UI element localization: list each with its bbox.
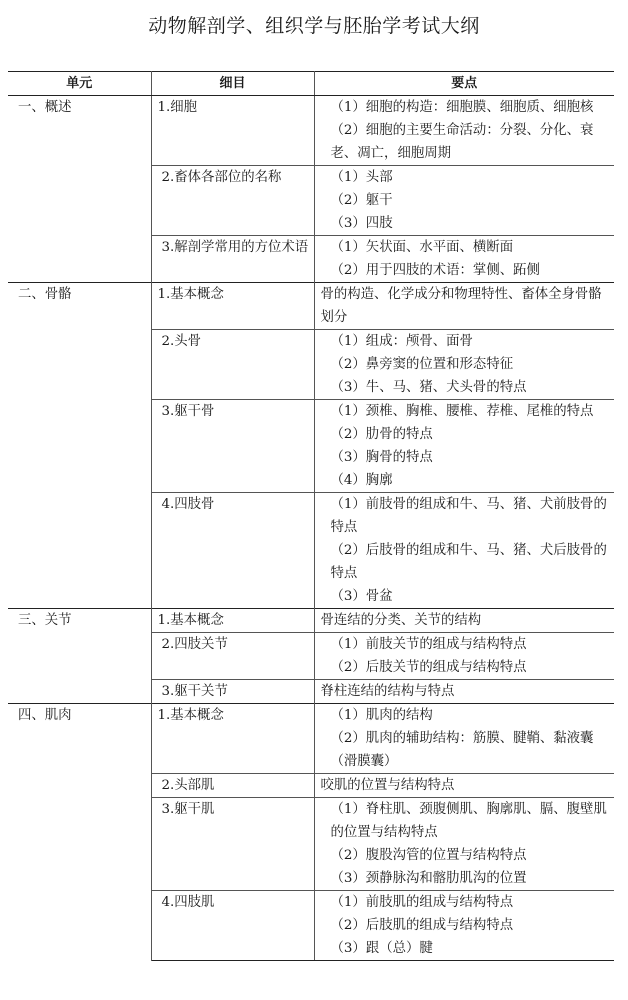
syllabus-table	[8, 71, 614, 961]
point-line: （1）脊柱肌、颈腹侧肌、胸廓肌、膈、腹壁肌的位置与结构特点	[330, 802, 607, 840]
point-line: 骨连结的分类、关节的结构	[320, 613, 482, 628]
item-cell: 2.四肢关节	[151, 633, 314, 680]
point-line: （3）颈静脉沟和髂肋肌沟的位置	[330, 871, 527, 886]
item-cell: 3.解剖学常用的方位术语	[151, 236, 314, 283]
points-cell	[314, 166, 614, 236]
point-line: （1）细胞的构造：细胞膜、细胞质、细胞核	[330, 100, 594, 115]
item-cell: 4.四肢肌	[151, 891, 314, 961]
points-cell	[314, 633, 614, 680]
points-cell	[314, 891, 614, 961]
item-cell: 2.畜体各部位的名称	[151, 166, 314, 236]
item-cell: 1.基本概念	[151, 283, 314, 330]
table-body	[8, 96, 614, 961]
point-line: （2）后肢关节的组成与结构特点	[330, 660, 527, 675]
point-line: （2）用于四肢的术语：掌侧、跖侧	[330, 263, 540, 278]
item-cell: 2.头部肌	[151, 774, 314, 798]
unit-cell: 四、肌肉	[8, 704, 151, 961]
point-line: （3）骨盆	[330, 589, 393, 604]
point-line: （1）矢状面、水平面、横断面	[330, 240, 514, 255]
points-cell	[314, 96, 614, 166]
points-cell	[314, 680, 614, 704]
table-row	[8, 704, 614, 774]
points-cell	[314, 609, 614, 633]
point-line: （2）腹股沟管的位置与结构特点	[330, 848, 527, 863]
point-line: （1）颈椎、胸椎、腰椎、荐椎、尾椎的特点	[330, 404, 594, 419]
point-line: （1）组成：颅骨、面骨	[330, 334, 473, 349]
points-cell	[314, 283, 614, 330]
point-line: 咬肌的位置与结构特点	[320, 778, 455, 793]
points-cell	[314, 704, 614, 774]
header-item: 细目	[151, 72, 314, 96]
table-row	[8, 609, 614, 633]
point-line: （3）跟（总）腱	[330, 941, 433, 956]
points-cell	[314, 774, 614, 798]
point-line: （2）鼻旁窦的位置和形态特征	[330, 357, 514, 372]
point-line: （1）前肢骨的组成和牛、马、猪、犬前肢骨的特点	[330, 497, 607, 535]
header-unit: 单元	[8, 72, 151, 96]
point-line: （2）后肢肌的组成与结构特点	[330, 918, 514, 933]
point-line: （4）胸廓	[330, 473, 393, 488]
page-title: 动物解剖学、组织学与胚胎学考试大纲	[148, 15, 480, 37]
point-line: 脊柱连结的结构与特点	[320, 684, 455, 699]
item-cell: 1.基本概念	[151, 609, 314, 633]
unit-cell: 一、概述	[8, 96, 151, 283]
item-cell: 3.躯干骨	[151, 400, 314, 493]
item-cell: 4.四肢骨	[151, 493, 314, 609]
points-cell	[314, 400, 614, 493]
header-points: 要点	[314, 72, 614, 96]
point-line: （2）躯干	[330, 193, 393, 208]
point-line: （2）肌肉的辅助结构：筋膜、腱鞘、黏液囊（滑膜囊）	[330, 731, 594, 769]
item-cell: 3.躯干肌	[151, 798, 314, 891]
item-cell: 3.躯干关节	[151, 680, 314, 704]
point-line: （3）四肢	[330, 216, 393, 231]
point-line: （3）牛、马、猪、犬头骨的特点	[330, 380, 527, 395]
points-cell	[314, 493, 614, 609]
unit-cell: 二、骨骼	[8, 283, 151, 609]
item-cell: 1.基本概念	[151, 704, 314, 774]
points-cell	[314, 798, 614, 891]
item-cell: 1.细胞	[151, 96, 314, 166]
points-cell	[314, 330, 614, 400]
table-header-row	[8, 72, 614, 96]
point-line: （3）胸骨的特点	[330, 450, 433, 465]
point-line: （1）肌肉的结构	[330, 708, 433, 723]
table-row	[8, 96, 614, 166]
unit-cell: 三、关节	[8, 609, 151, 704]
points-cell	[314, 236, 614, 283]
point-line: （1）头部	[330, 170, 393, 185]
point-line: （2）后肢骨的组成和牛、马、猪、犬后肢骨的特点	[330, 543, 607, 581]
item-cell: 2.头骨	[151, 330, 314, 400]
point-line: 骨的构造、化学成分和物理特性、畜体全身骨骼划分	[320, 287, 602, 325]
point-line: （1）前肢肌的组成与结构特点	[330, 895, 514, 910]
point-line: （2）细胞的主要生命活动：分裂、分化、衰老、凋亡，细胞周期	[330, 123, 594, 161]
point-line: （2）肋骨的特点	[330, 427, 433, 442]
table-row	[8, 283, 614, 330]
point-line: （1）前肢关节的组成与结构特点	[330, 637, 527, 652]
